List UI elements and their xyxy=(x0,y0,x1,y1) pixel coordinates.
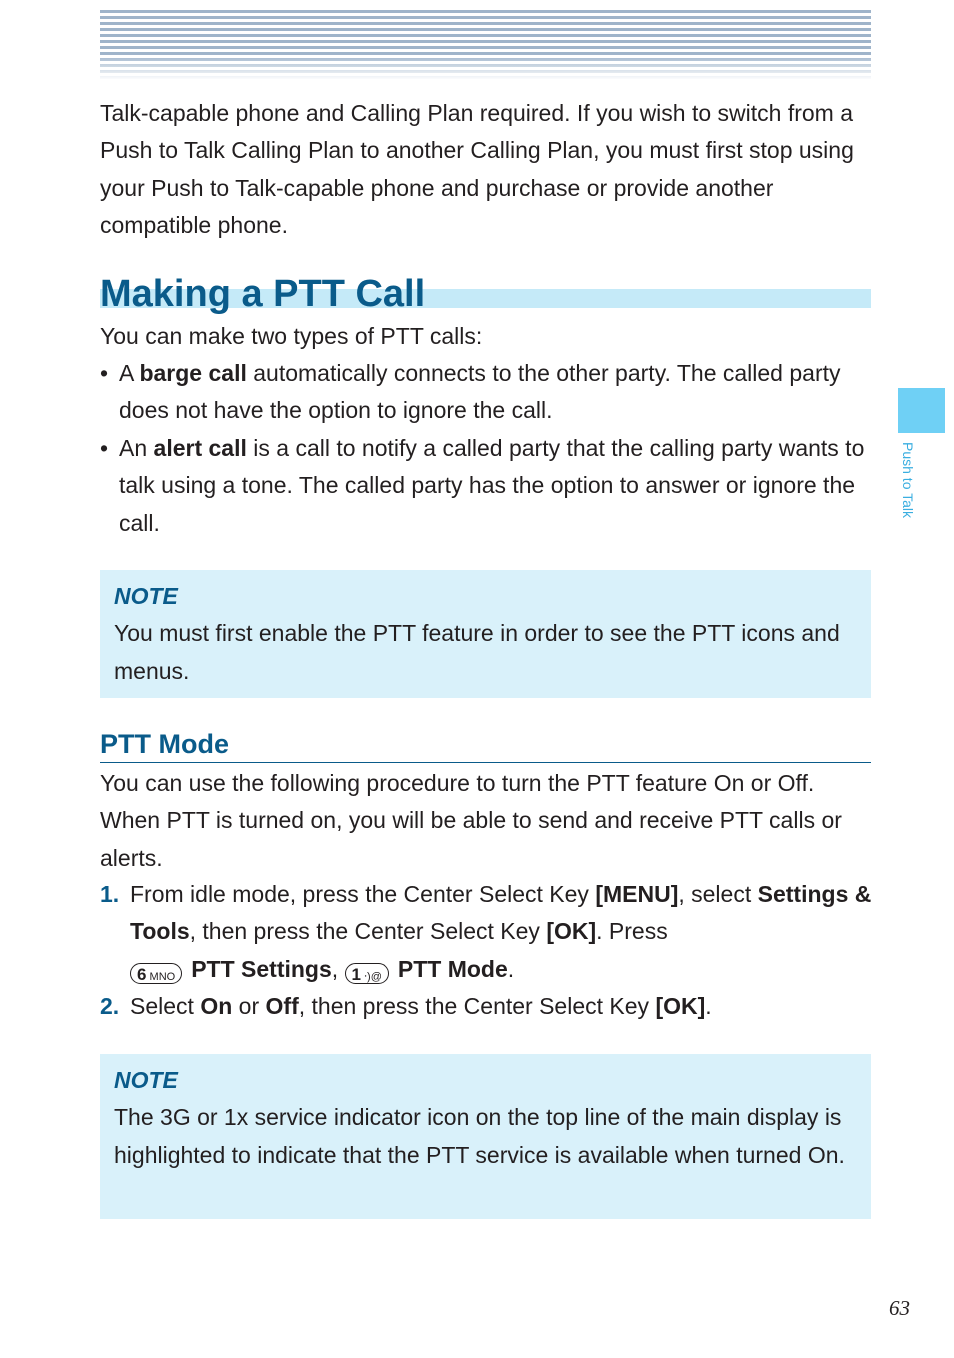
ptt-mode-intro: You can use the following procedure to turn the PTT feature On or Off. When PTT is turned on, you will be able to send and receive PTT calls or alerts. xyxy=(100,770,842,871)
subsection-title: PTT Mode xyxy=(100,729,229,759)
header-stripe-band xyxy=(100,10,871,80)
off-label: Off xyxy=(265,993,299,1019)
settings-tools-label: Settings & Tools xyxy=(130,881,872,945)
note-box-1 xyxy=(100,570,871,698)
menu-key-label: [MENU] xyxy=(595,881,679,907)
page-title: Making a PTT Call xyxy=(100,273,426,315)
note-box-2 xyxy=(100,1054,871,1219)
term-barge-call: barge call xyxy=(139,360,247,386)
ptt-mode-label: PTT Mode xyxy=(397,955,508,982)
ptt-settings-label: PTT Settings xyxy=(191,955,332,982)
note-label: NOTE xyxy=(114,583,178,609)
chapter-tab xyxy=(898,388,945,433)
key-1-icon: 1 ⸱)@ xyxy=(345,963,389,984)
ok-key-label: [OK] xyxy=(655,993,706,1019)
section-heading xyxy=(100,268,871,320)
term-alert-call: alert call xyxy=(153,435,247,461)
chapter-tab-label: Push to Talk xyxy=(900,442,916,519)
bullet-marker: • xyxy=(100,435,109,461)
bullet-alert-call: • An alert call is a call to notify a called party that the calling party wants to talk using a tone. The called party has the option to answer or ignore the call. xyxy=(100,430,875,542)
note-label: NOTE xyxy=(114,1067,178,1093)
step-number: 1. xyxy=(100,881,120,907)
page-number: 63 xyxy=(889,1296,910,1320)
key-6-icon: 6 MNO xyxy=(130,963,182,984)
subsection-heading xyxy=(100,726,871,763)
step-2: 2. Select On or Off, then press the Center Select Key [OK]. xyxy=(100,988,875,1025)
ok-key-label: [OK] xyxy=(546,918,597,945)
note-text: You must first enable the PTT feature in order to see the PTT icons and menus. xyxy=(114,620,840,684)
on-label: On xyxy=(200,993,233,1019)
section-lead: You can make two types of PTT calls: xyxy=(100,323,483,349)
bullet-barge-call: • A barge call automatically connects to the other party. The called party does not have the option to ignore the call. xyxy=(100,355,875,430)
intro-paragraph: Talk-capable phone and Calling Plan required. If you wish to switch from a Push to Talk Calling Plan to another Calling Plan, you must first stop using your Push to Talk-capable phone and purchase or provide another compatible phone. xyxy=(100,100,854,238)
step-number: 2. xyxy=(100,993,120,1019)
note-text: The 3G or 1x service indicator icon on the top line of the main display is highlighted to indicate that the PTT service is available when turned On. xyxy=(114,1104,845,1168)
bullet-marker: • xyxy=(100,360,109,386)
step-1: 1. From idle mode, press the Center Select Key [MENU], select Settings & Tools, then press the Center Select Key [OK]. Press 6 MNO PTT Settings, 1 ⸱)@ PTT Mode. xyxy=(100,876,875,988)
